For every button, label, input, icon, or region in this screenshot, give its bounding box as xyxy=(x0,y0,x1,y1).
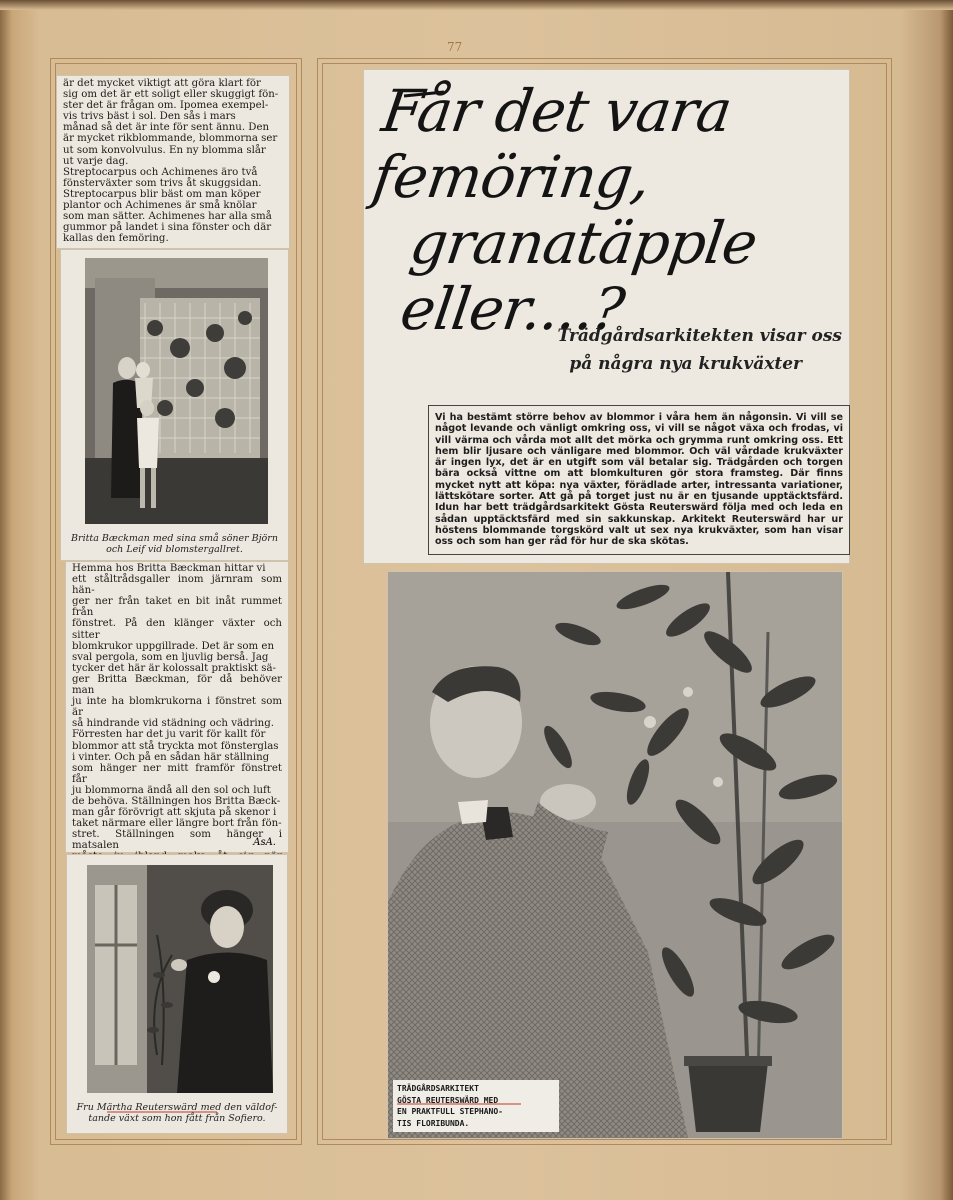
big-caption-red-underline xyxy=(393,1080,563,1130)
left-top-text: är det mycket viktigt att göra klart för sig om det är ett soligt eller skuggigt fön- ster det är frågan om. Ipomea exempel- vis trivs bäst i sol. Den sås i mars månad så det är inte för sent ännu. Den är mycket rikblommande, blommorna ser ut som konvolvulus. En ny blomma slår ut varje dag. Streptocarpus och Achimenes äro två fönsterväxter som trivs åt skuggsidan. Streptocarpus blir bäst om man köper plantor och Achimenes är små knölar som man sätter. Achimenes har alla små gummor på landet i sina fönster och där kallas den femöring. xyxy=(63,78,279,245)
page-number: 77 xyxy=(447,40,463,54)
photo1-caption: Britta Bæckman med sina små söner Björn och Leif vid blomstergallret. xyxy=(71,533,278,555)
subheading xyxy=(542,322,842,378)
photo2-caption: Fru Märtha Reuterswärd med den väldof- tande växt som hon fått från Sofiero. xyxy=(76,1102,278,1124)
caption-red-underline xyxy=(67,1101,287,1131)
big-photo-image xyxy=(388,572,842,1138)
subheading-line1: Trädgårdsarkitekten visar oss xyxy=(557,326,842,346)
headline-line1: Får det vara femöring, xyxy=(368,77,736,211)
headline-clipping xyxy=(364,70,849,563)
photo-maertha-reuterswaerd xyxy=(87,865,273,1093)
headline xyxy=(368,77,838,343)
photo-goesta-reuterswaerd xyxy=(388,572,842,1138)
photo1-clipping xyxy=(61,250,288,560)
big-photo-caption: TRÄDGÅRDSARKITEKT GÖSTA REUTERSWÄRD MED EN PRAKTFULL STEPHANO- TIS FLORIBUNDA. xyxy=(393,1080,559,1132)
photo1-image xyxy=(85,258,268,524)
photo-britta-baeckman xyxy=(85,258,268,524)
subheading-line2: på några nya krukväxter xyxy=(569,354,802,374)
left-top-clipping xyxy=(57,76,289,248)
left-middle-text: Hemma hos Britta Bæckman hittar vi ett ståltrådsgaller inom järnram som hän- ger ner från taket en bit inåt rummet från fönstret. På den klänger växter och sitter blomkrukor uppgillrade. Det är som en sval pergola, som en ljuvlig berså. Jag tycker det här är kolossalt praktiskt sä- ger Britta Bæckman, för då behöver man ju inte ha blomkrukorna i fönstret som är så hindrande vid städning och vädring. Förresten har det ju varit för kallt för blommor att stå tryckta mot fönsterglas i vinter. Och på en sådan här ställning som hänger ner mitt framför fönstret får ju blommorna ändå all den sol och luft de behöva. Ställningen hos Britta Bæck- man går förövrigt att skjuta på skenor i taket närmare eller längre bort från fön- stret. Ställningen som hänger i matsalen xyxy=(72,563,282,852)
left-middle-clipping xyxy=(66,562,288,852)
author-signature: AsA. xyxy=(253,837,276,848)
headline-line2: granatäpple eller....? xyxy=(396,209,761,343)
page-top-shadow xyxy=(0,0,953,10)
photo2-clipping xyxy=(67,855,287,1133)
photo2-image xyxy=(87,865,273,1093)
lead-paragraph: Vi ha bestämt större behov av blommor i våra hem än någonsin. Vi vill se något levande och vänligt omkring oss, vi vill se något växa och frodas, vi vill värma och vårda mot allt det mörka och grymma runt omkring oss. Ett hem blir ljusare och vänligare med blommor. Och väl vårdade krukväxter är ingen lyx, det är en utgift som väl betalar sig. Trädgården och torgen bära också vittne om att blomkulturen gör stora framsteg. Där finns mycket nytt att köpa: nya växter, förädlade arter, intressanta variationer, lättskötare sorter. Att gå på torget just nu är en tjusande upptäcktsfärd. Idun har bett trädgårdsarkitekt Gösta Reuterswärd följa med och leda en sådan upptäcktsfärd med sin sakkunskap. Arkitekt Reuterswärd har ur höstens blommande torgskörd valt ut sex nya krukväxter, som han visar oss och som han ger råd för hur de ska skötas. xyxy=(428,405,850,555)
